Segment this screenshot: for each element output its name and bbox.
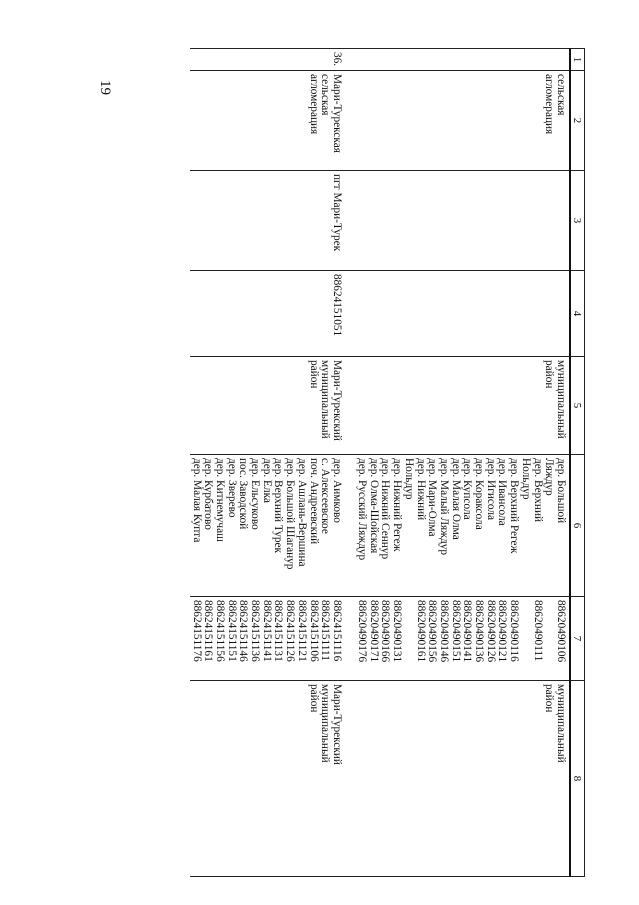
code-item: 88624151116 <box>331 600 343 662</box>
settlement-item: дер. Олма-Шойская <box>367 458 380 554</box>
center-name <box>350 171 570 271</box>
code-item: 88620490176 <box>356 600 369 663</box>
table-row <box>350 49 570 877</box>
settlement-item: дер. Ивансола <box>496 458 509 526</box>
code-item: 88620490126 <box>484 600 497 663</box>
code-item: 88624151146 <box>237 600 250 662</box>
text-line: район <box>543 684 556 713</box>
agglomeration-name <box>190 71 350 171</box>
settlement-item: поч. Андреевский <box>307 458 320 545</box>
settlement-item: дер. Малый Ляждур <box>437 458 450 556</box>
settlements-list <box>190 455 350 597</box>
column-number-row <box>570 49 585 877</box>
settlement-item: дер. Верхний Турек <box>272 458 285 554</box>
text-line: район <box>543 360 556 389</box>
code-item: 88624151161 <box>202 600 215 662</box>
settlement-item: Ляждур <box>543 458 556 496</box>
code-item: 88624151111 <box>319 600 332 661</box>
settlement-item: дер. Мари-Олма <box>426 458 439 537</box>
code-item: 88624151121 <box>295 600 308 662</box>
code-item: 88620490151 <box>449 600 462 663</box>
district-name <box>190 357 350 455</box>
text-line: район <box>307 684 320 713</box>
column-8-district <box>350 681 570 877</box>
settlement-item: дер. Большой <box>555 458 567 524</box>
settlement-item: дер. Елка <box>260 458 273 503</box>
settlement-item: дер. Купсола <box>461 458 474 520</box>
settlement-item: дер. Верхний <box>531 458 544 523</box>
col-header-5: 5 <box>570 357 585 455</box>
col-header-1: 1 <box>570 49 585 71</box>
row-number: 36. <box>190 49 350 71</box>
agglomeration-table <box>190 48 585 877</box>
text-line: муниципальный <box>319 684 332 763</box>
text-line: агломерация <box>543 74 556 135</box>
settlement-item: дер. Русский Ляждур <box>356 458 369 561</box>
code-item: 88620490171 <box>367 600 380 663</box>
code-item: 88620490106 <box>555 600 567 663</box>
settlement-item: Нольдур <box>402 458 415 500</box>
col-header-2: 2 <box>570 71 585 171</box>
code-item <box>519 600 531 677</box>
agglomeration-name <box>350 71 570 171</box>
code-item: 88620490111 <box>531 600 544 662</box>
col-header-7: 7 <box>570 597 585 681</box>
code-item: 88624151141 <box>260 600 273 662</box>
settlement-item: дер. Игисола <box>484 458 497 521</box>
col-header-4: 4 <box>570 271 585 357</box>
code-item: 88620490141 <box>461 600 474 663</box>
settlement-item: дер. Кораксола <box>473 458 486 530</box>
col-header-6: 6 <box>570 455 585 597</box>
center-name: пгт Мари-Турек <box>190 171 350 271</box>
text-line: Мари-Турекский <box>331 360 343 441</box>
text-line: сельская <box>319 74 332 116</box>
column-8-district <box>190 681 350 877</box>
settlements-list <box>350 455 570 597</box>
table-row <box>190 49 350 877</box>
district-name <box>350 357 570 455</box>
settlement-item: дер. Зверево <box>225 458 238 518</box>
center-code: 88624151051 <box>190 271 350 357</box>
code-item: 88624151131 <box>272 600 285 662</box>
text-line: муниципальный <box>555 360 567 439</box>
settlement-item: дер. Малая Купта <box>190 458 203 543</box>
code-item: 88624151176 <box>190 600 203 662</box>
code-item: 88624151106 <box>307 600 320 662</box>
settlement-item: с. Алексеевское <box>319 458 332 534</box>
code-item: 88620490161 <box>414 600 427 663</box>
text-line: район <box>307 360 320 389</box>
codes-list <box>350 597 570 681</box>
code-item: 88624151136 <box>249 600 262 662</box>
settlement-item: дер. Аимково <box>331 458 343 523</box>
code-item: 88620490131 <box>391 600 404 663</box>
col-header-8: 8 <box>570 681 585 877</box>
settlement-item: дер. Ашлань-Вершина <box>295 458 308 567</box>
col-header-3: 3 <box>570 171 585 271</box>
settlement-item: дер. Нижний <box>414 458 427 521</box>
settlement-item: дер. Большой Шаганур <box>284 458 297 570</box>
settlement-item: дер. Верхний Регеж <box>508 458 521 554</box>
codes-list <box>190 597 350 681</box>
text-line: сельская <box>555 74 567 116</box>
settlement-item: дер. Курбатово <box>202 458 215 530</box>
text-line: агломерация <box>307 74 320 135</box>
settlement-item: дер. Ельсуково <box>249 458 262 530</box>
center-code <box>350 271 570 357</box>
code-item: 88620490146 <box>437 600 450 663</box>
code-item: 88624151151 <box>225 600 238 662</box>
code-item: 88620490166 <box>379 600 392 663</box>
code-item: 88620490156 <box>426 600 439 663</box>
page-number: 19 <box>97 80 113 95</box>
rotated-table-container <box>113 48 585 876</box>
text-line: муниципальный <box>555 684 567 763</box>
code-item: 88620490116 <box>508 600 521 662</box>
settlement-item: Нольдур <box>519 458 532 500</box>
settlement-item: дер. Малая Олма <box>449 458 462 540</box>
code-item: 88624151126 <box>284 600 297 662</box>
text-line: муниципальный <box>319 360 332 439</box>
settlement-item: пос. Заводской <box>237 458 250 530</box>
settlement-item: дер. Нижний Регеж <box>391 458 404 552</box>
code-item: 88620490121 <box>496 600 509 663</box>
text-line: Мари-Турекская <box>331 74 343 153</box>
code-item: 88620490136 <box>473 600 486 663</box>
settlement-item: дер. Китнемучаш <box>213 458 226 542</box>
settlement-item: дер. Нижний Сеннур <box>379 458 392 560</box>
code-item: 88624151156 <box>213 600 226 662</box>
row-number <box>350 49 570 71</box>
code-item <box>543 600 555 677</box>
code-item <box>402 600 414 677</box>
text-line: Мари-Турекский <box>331 684 343 765</box>
